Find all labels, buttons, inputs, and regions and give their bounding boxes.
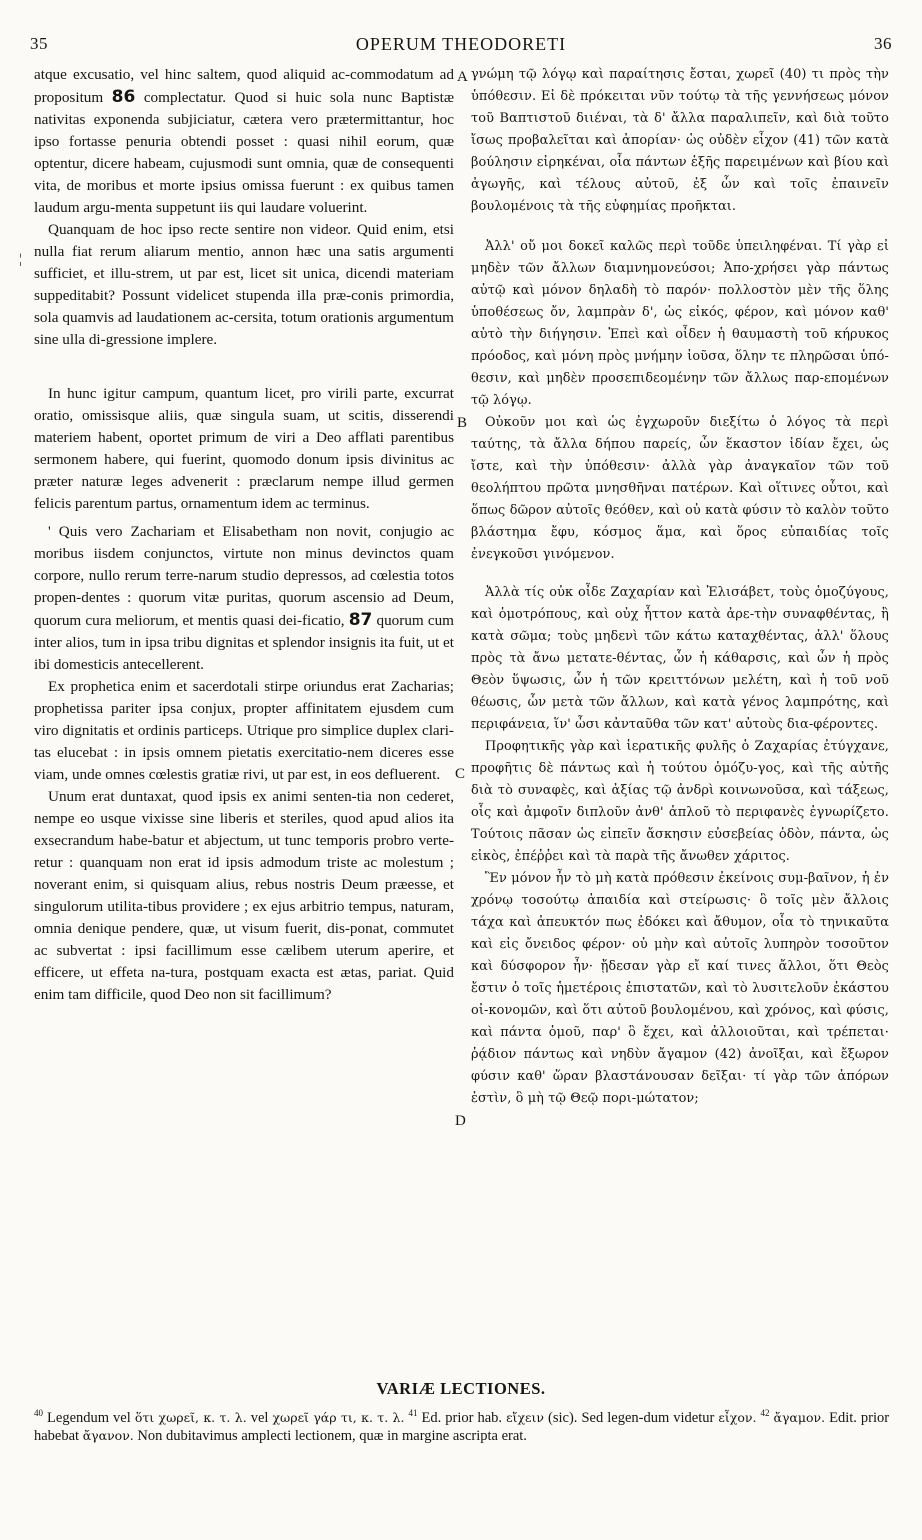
latin-paragraph-6: Unum erat duntaxat, quod ipsis ex animi senten-tia non cederet, nempe eo usque vixisse sine liberis et steriles, quod apud alios ita exsecrandum habe-batur et abjectum, ut tunc temporis probro verte-retur : quanquam non erat id ipsis admodum triste ac molestum ; noverant enim, si quisquam alius, rebus nostris Deum præesse, et singulorum utilita-tibus providere ; ex ejus arbitrio tempus, naturam, omnia denique pendere, quæ, ut visum fuerit, dis-ponat, commutet ac subvertat : ipsi facillimum esse cælibem uterum aperire, et efficere, ut effeta na-tura, postquam exacta est ætas, pariat. Quid enim tam difficile, quod Deo non sit facillimum? <box>34 788 454 1003</box>
note-40-greek-a: ὅτι χωρεῖ, κ. τ. λ. <box>134 1409 247 1425</box>
latin-column <box>34 64 454 1006</box>
note-41-greek-a: εἴχειν <box>506 1409 545 1425</box>
note-40-greek-b: χωρεῖ γάρ τι, κ. τ. λ. <box>272 1409 405 1425</box>
latin-paragraph-3: In hunc igitur campum, quantum licet, pro virili parte, excurrat oratio, omissisque aliis, quæ singula suam, ut scitis, disserendi materiem habent, oportet primum de viri a Deo afflati parentibus sermonem habere, qui fuerint, quomodo donum ipsis divinitus ac præter naturæ leges advenerit : præclarum nempe illud germen felicis parentum partus, ornamentum idem ac terminus. <box>34 385 454 512</box>
page-header <box>30 34 892 60</box>
margin-tick: ¦ <box>19 252 22 267</box>
greek-column <box>471 64 889 1110</box>
note-42-greek-a: ἄγαμον. <box>773 1409 826 1425</box>
note-40-text-b: vel <box>250 1409 269 1426</box>
running-title: OPERUM THEODORETI <box>355 34 567 54</box>
note-number-42: 42 <box>760 1408 770 1418</box>
note-42-text-a: Edit. prior habebat <box>34 1409 890 1444</box>
note-41-text-a: Ed. prior hab. <box>421 1409 503 1426</box>
latin-paragraph-1 <box>34 64 454 219</box>
section-marker-c: C <box>455 766 466 782</box>
note-42-text-b: Non dubitavimus amplecti lectionem, quæ in margine ascripta erat. <box>137 1427 527 1444</box>
note-number-41: 41 <box>408 1408 418 1418</box>
page-number-left: 35 <box>30 34 48 53</box>
greek-paragraph-2: Ἀλλ' οὔ μοι δοκεῖ καλῶς περὶ τοῦδε ὑπειληφέναι. Τί γὰρ εἰ μηδὲν τῶν ἄλλων διαμνημονεύσοι; Ἀπο-χρήσει γὰρ πάντως αὐτῷ καὶ μόνον δηλαδὴ τὸ παρόν· πολλοστὸν μὲν τῆς ὅλης ὑποθέσεως ὄν, λαμπρὰν δ', ὡς εἰκός, φέρον, καὶ μόνον καθ' αὑτὸ τὴν διήγησιν. Ἐπεὶ καὶ οἶδεν ἡ θαυμαστὴ τοῦ κήρυκος πρόοδος, καὶ μόνη πρὸς μνήμην ἰοῦσα, ὅλην τε πληρῶσαι ὑπό-θεσιν, καὶ μηδὲν προσεπιδεομένην τῶν ἄλλως παρ-επομένων τῷ λόγῳ. <box>471 239 889 408</box>
section-marker-d: D <box>455 1113 466 1129</box>
latin-p1-text-a: atque excusatio, vel hinc saltem, quod aliquid ac-commodatum ad propositum <box>34 66 454 106</box>
latin-p4-text-b: quorum cum inter alios, tum in ipsa tribu dignitas et splendor insignis ita fuit, ut et ibi domesticis antecellerent. <box>34 612 454 673</box>
greek-paragraph-5: Προφητικῆς γὰρ καὶ ἱερατικῆς φυλῆς ὁ Ζαχαρίας ἐτύγχανε, προφῆτις δὲ πάντως καὶ ἡ τούτου ὁμόζυ-γος, καὶ τῆς αὐτῆς διὰ τὸ συναφὲς, καὶ ἀξίας τῷ ἀνδρὶ κοινωνοῦσα, καὶ τάξεως, οἷς καὶ ἀμφοῖν διπλοῦν ἀνθ' ἁπλοῦ τὸ περιφανὲς ἐγνωρίζετο. Τούτοις πᾶσαν ὡς εἰπεῖν ἄσκησιν εὐσεβείας ὁδὸν, πάντα, ὡς εἰκὸς, ἐπέῤῥει καὶ τὰ παρὰ τῆς ἄνωθεν χάριτος. <box>471 739 889 864</box>
variae-lectiones-notes <box>34 1405 889 1445</box>
section-marker-a: A <box>457 69 468 85</box>
latin-paragraph-2: Quanquam de hoc ipso recte sentire non videor. Quid enim, etsi nulla fiat rerum aliarum mentio, annon hæc una satis argumenti sufficiet, et illu-strem, ut par est, licet sit unica, dicendi materiam suppeditabit? Possunt videlicet stupenda illa præ-conis primordia, sola quamvis ad laudationem ac-cersita, totum orationis argumentum sine ulla di-gressione implere. <box>34 221 454 348</box>
note-number-40: 40 <box>34 1408 43 1418</box>
greek-paragraph-1: γνώμη τῷ λόγῳ καὶ παραίτησις ἔσται, χωρεῖ (40) τι πρὸς τὴν ὑπόθεσιν. Εἰ δὲ πρόκειται νῦν τούτῳ τὰ τῆς γεννήσεως μόνον τοῦ Βαπτιστοῦ διιέναι, τὰ δ' ἄλλα παραλιπεῖν, καὶ διὰ τοῦτο ἴσως προβαλεῖται καὶ ἀπορίαν· ὡς οὐδὲν εἶχον (41) τῶν κατὰ βούλησιν εἰρηκέναι, οἷα πάντων ἑξῆς παρειμένων καὶ βίου καὶ ἀγωγῆς, καὶ τέλους αὐτοῦ, ἐξ ὧν καὶ τοῖς ἐπαινεῖν βουλομένοις τὰ τῆς εὐφημίας προῆκται. <box>471 67 889 214</box>
note-41-greek-b: εἶχον. <box>718 1409 757 1425</box>
note-40-text-a: Legendum vel <box>47 1409 131 1426</box>
latin-paragraph-4 <box>34 521 454 676</box>
latin-p4-text-a: ' Quis vero Zachariam et Elisabetham non novit, conjugio ac moribus iisdem conjunctos, virtute non minus devinctos quam corpore, nullo rerum terre-narum studio depressos, ad cœlestia totos propen-dentes : quorum vitæ puritas, quorum ascensio ad Deum, quorum cura meliorum, et mentis quasi dei-ficatio, <box>34 523 454 629</box>
latin-paragraph-5: Ex prophetica enim et sacerdotali stirpe oriundus erat Zacharias; prophetissa pariter ipsa conjux, propter affinitatem ejusdem cum viro dignitatis et ordinis particeps. Utrique pro simplice duplex clari-tas elucebat : in ipsis omnem pietatis exercitatio-nem diceres esse viam, unde omnes cœlestis gratiæ rivi, ut par est, in eos defluerent. <box>34 678 454 783</box>
greek-paragraph-3: Οὐκοῦν μοι καὶ ὡς ἐγχωροῦν διεξίτω ὁ λόγος τὰ περὶ ταύτης, τὰ ἄλλα δήπου παρείς, ὧν ἕκαστον ἰδίαν ἔχει, ὡς ἴστε, καὶ τὴν ὑπόθεσιν· ἀλλὰ γὰρ ἀναγκαῖον τῶν τοῦ θεολήπτου πρῶτα μνησθῆναι πατέρων. Καὶ οἵτινες οὗτοι, καὶ ὅπως δῶρον αὐτοῖς θεόθεν, καὶ οὐ κατὰ φύσιν τὸ καλὸν τοῦτο βλάστημα ἔφυ, κόσμος ἅμα, καὶ ὅρος εὐπαιδίας τοῖς ἐνεγκοῦσι γινόμενον. <box>471 415 889 562</box>
note-42-greek-b: ἄγανον. <box>82 1427 134 1443</box>
latin-p1-text-b: complectatur. Quod si huic sola nunc Baptistæ nativitas exponenda subjiciatur, cætera vero prætermittantur, hoc ipso fortasse penuria obtendi posset : quasi nihil eorum, quæ optentur, dicere habeam, cujusmodi sunt omnia, quæ de consequenti vita, de moribus et morte ipsius omissa fuerunt : ex quibus tamen laudum argu-menta suppetunt iis qui laudare voluerint. <box>34 89 455 216</box>
variae-lectiones-heading: VARIÆ LECTIONES. <box>376 1379 546 1398</box>
column-number-86: 86 <box>111 87 136 107</box>
greek-paragraph-6: Ἓν μόνον ἦν τὸ μὴ κατὰ πρόθεσιν ἐκείνοις συμ-βαῖνον, ἡ ἐν χρόνῳ τοσούτῳ ἀπαιδία καὶ στείρωσις· ὃ τοῖς μὲν ἄλλοις τάχα καὶ ἀπευκτόν πως ἐδόκει καὶ ἄθυμον, οἷα τὸ τηνικαῦτα καὶ εἰς ὄνειδος φέρον· οὐ μὴν καὶ αὐτοῖς λυπηρὸν τοσοῦτον καὶ δύσφορον ἦν· ᾔδεσαν γὰρ εἴ καί τινες ἄλλοι, ὅτι Θεὸς ἔστιν ὁ τοῖς ἡμετέροις ἐπιστατῶν, καὶ τὸ λυσιτελοῦν ἑκάστου οἰ-κονομῶν, καὶ ὅτι αὐτοῦ βουλομένου, καὶ χρόνος, καὶ φύσις, καὶ πάντα ὁμοῦ, παρ' ὃ ἔχει, καὶ ἀλλοιοῦται, καὶ τρέπεται· ῥᾴδιον πάντως καὶ νηδὺν ἄγαμον (42) ἀνοῖξαι, καὶ ἔξωρον φύσιν καθ' ὥραν βλαστάνουσαν δεῖξαι· τί γὰρ τῶν ἀπόρων ἐστὶν, ὃ μὴ τῷ Θεῷ πορι-μώτατον; <box>471 871 889 1106</box>
section-marker-b: B <box>457 415 468 431</box>
note-41-text-b: (sic). Sed legen-dum videtur <box>548 1409 715 1426</box>
page-number-right: 36 <box>874 34 892 53</box>
greek-paragraph-4: Ἀλλὰ τίς οὐκ οἶδε Ζαχαρίαν καὶ Ἐλισάβετ, τοὺς ὁμοζύγους, καὶ ὁμοτρόπους, καὶ οὐχ ἧττον κατὰ ἀρε-τὴν συναφθέντας, ἢ κατὰ σῶμα; τοὺς μηδενὶ τῶν κάτω καταχθέντας, ἀλλ' ὅλους πρὸς τὰ ἄνω μετατε-θέντας, ὧν ἡ κάθαρσις, καὶ ὧν ἡ πρὸς Θεὸν ὕψωσις, ὧν ἡ τῶν κρειττόνων μελέτη, καὶ ἡ τοῦ νοῦ θέωσις, ὧν μετὰ τῶν ἄλλων, καὶ κατὰ γένος λαμπρότης, καὶ περιφάνεια, ἵν' ὦσι κἀνταῦθα τῶν κατ' αὐτοὺς δια-φέροντες. <box>471 585 889 732</box>
column-number-87: 87 <box>348 610 373 630</box>
